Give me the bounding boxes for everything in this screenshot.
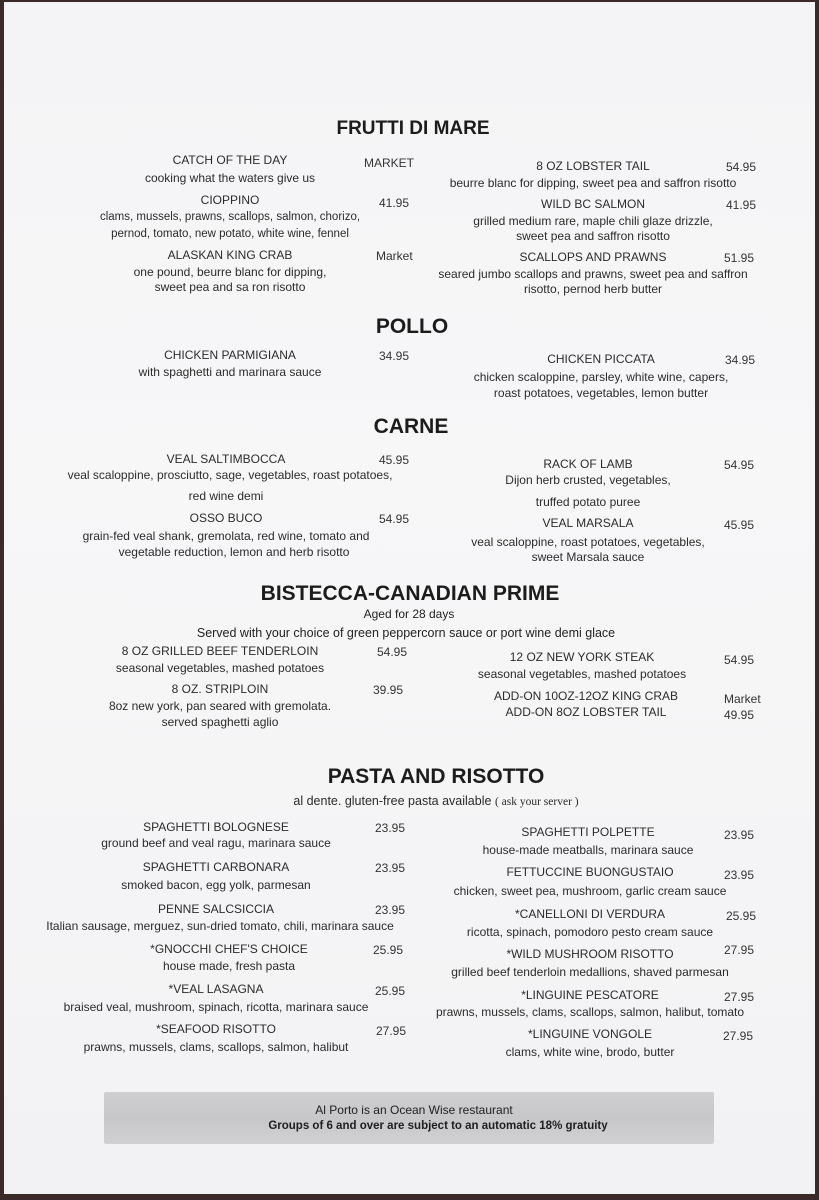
footer-ocean-wise: Al Porto is an Ocean Wise restaurant bbox=[315, 1103, 513, 1117]
item-name: CATCH OF THE DAY bbox=[172, 153, 288, 167]
item-desc: beurre blanc for dipping, sweet pea and saffron risotto bbox=[449, 176, 737, 190]
item-desc: risotto, pernod herb butter bbox=[523, 282, 663, 296]
item-desc: clams, white wine, brodo, butter bbox=[505, 1045, 675, 1059]
item-name: WILD BC SALMON bbox=[540, 197, 646, 211]
menu-page bbox=[4, 2, 815, 1194]
item-desc: veal scaloppine, prosciutto, sage, vegetables, roast potatoes, bbox=[67, 468, 393, 482]
item-desc: grilled medium rare, maple chili glaze drizzle, bbox=[473, 214, 713, 228]
item-price: 27.95 bbox=[724, 990, 755, 1004]
item-desc: house-made meatballs, marinara sauce bbox=[482, 843, 694, 857]
item-name: *WILD MUSHROOM RISOTTO bbox=[506, 947, 674, 961]
item-price: 54.95 bbox=[724, 458, 755, 472]
item-desc: grilled beef tenderloin medallions, shaved parmesan bbox=[451, 965, 729, 979]
item-desc: veal scaloppine, roast potatoes, vegetables, bbox=[471, 535, 705, 549]
item-name: *LINGUINE VONGOLE bbox=[527, 1027, 653, 1041]
item-price: 25.95 bbox=[726, 909, 757, 923]
item-name: CIOPPINO bbox=[200, 193, 260, 207]
item-price: 34.95 bbox=[379, 349, 410, 363]
item-name: 8 OZ LOBSTER TAIL bbox=[536, 159, 650, 173]
item-price: Market bbox=[724, 692, 761, 706]
item-desc: cooking what the waters give us bbox=[144, 171, 316, 185]
item-name: *SEAFOOD RISOTTO bbox=[156, 1022, 276, 1036]
item-price: 25.95 bbox=[375, 984, 406, 998]
item-price: 54.95 bbox=[377, 645, 408, 659]
item-name: CHICKEN PARMIGIANA bbox=[164, 348, 296, 362]
item-price: 45.95 bbox=[379, 453, 410, 467]
section-subtitle: Aged for 28 days bbox=[363, 607, 455, 621]
item-price: 49.95 bbox=[724, 708, 755, 722]
item-desc: sweet pea and sa ron risotto bbox=[154, 280, 306, 294]
section-title-pasta: PASTA AND RISOTTO bbox=[327, 765, 545, 788]
item-desc: sweet pea and saffron risotto bbox=[516, 229, 670, 243]
item-name: CHICKEN PICCATA bbox=[547, 352, 655, 366]
item-desc: pernod, tomato, new potato, white wine, fennel bbox=[111, 228, 349, 240]
item-desc: prawns, mussels, clams, scallops, salmon, halibut, tomato bbox=[435, 1005, 745, 1019]
item-desc: ricotta, spinach, pomodoro pesto cream sauce bbox=[466, 925, 714, 939]
item-name: VEAL MARSALA bbox=[542, 516, 634, 530]
item-price: 54.95 bbox=[726, 160, 757, 174]
item-price: 54.95 bbox=[379, 512, 410, 526]
item-name: *VEAL LASAGNA bbox=[168, 982, 264, 996]
item-price: 27.95 bbox=[376, 1024, 407, 1038]
item-desc: braised veal, mushroom, spinach, ricotta, marinara sauce bbox=[63, 1000, 369, 1014]
item-desc: red wine demi bbox=[188, 489, 264, 503]
item-name: ADD-ON 10OZ-12OZ KING CRAB bbox=[493, 689, 679, 703]
item-desc: served spaghetti aglio bbox=[161, 715, 279, 729]
section-title-bistecca: BISTECCA-CANADIAN PRIME bbox=[260, 582, 560, 605]
item-price: 23.95 bbox=[375, 861, 406, 875]
item-desc: truffed potato puree bbox=[535, 495, 641, 509]
item-price: Market bbox=[376, 249, 413, 263]
item-price: 41.95 bbox=[726, 198, 757, 212]
item-price: 25.95 bbox=[373, 943, 404, 957]
item-name: 12 OZ NEW YORK STEAK bbox=[509, 650, 655, 664]
item-name: *CANELLONI DI VERDURA bbox=[514, 907, 666, 921]
item-name: RACK OF LAMB bbox=[543, 457, 633, 471]
item-price: 39.95 bbox=[373, 683, 404, 697]
item-name: *LINGUINE PESCATORE bbox=[521, 988, 659, 1002]
item-name: *GNOCCHI CHEF'S CHOICE bbox=[150, 942, 308, 956]
section-subtitle: Served with your choice of green peppercorn sauce or port wine demi glace bbox=[196, 626, 616, 640]
item-desc: sweet Marsala sauce bbox=[531, 550, 645, 564]
item-desc: smoked bacon, egg yolk, parmesan bbox=[121, 878, 311, 892]
item-name: SPAGHETTI POLPETTE bbox=[521, 825, 655, 839]
item-name: 8 OZ GRILLED BEEF TENDERLOIN bbox=[121, 644, 319, 658]
section-subtitle bbox=[293, 794, 578, 808]
item-price: 54.95 bbox=[724, 653, 755, 667]
item-name: ALASKAN KING CRAB bbox=[167, 248, 293, 262]
ask-server-note: ( ask your server ) bbox=[494, 796, 579, 808]
item-name: SCALLOPS AND PRAWNS bbox=[519, 250, 667, 264]
item-desc: Dijon herb crusted, vegetables, bbox=[505, 473, 671, 487]
item-price: 23.95 bbox=[724, 868, 755, 882]
section-title-pollo: POLLO bbox=[375, 315, 449, 338]
item-desc: clams, mussels, prawns, scallops, salmon, chorizo, bbox=[99, 211, 361, 223]
section-title-frutti: FRUTTI DI MARE bbox=[336, 118, 490, 139]
item-desc: chicken scaloppine, parsley, white wine, capers, bbox=[473, 370, 729, 384]
item-name: ADD-ON 8OZ LOBSTER TAIL bbox=[505, 705, 667, 719]
item-desc: seasonal vegetables, mashed potatoes bbox=[477, 667, 687, 681]
item-price: MARKET bbox=[364, 156, 415, 170]
item-price: 23.95 bbox=[375, 821, 406, 835]
item-name: PENNE SALCSICCIA bbox=[157, 902, 275, 916]
item-name: OSSO BUCO bbox=[189, 511, 263, 525]
item-price: 27.95 bbox=[723, 1029, 754, 1043]
item-price: 41.95 bbox=[379, 196, 410, 210]
item-price: 34.95 bbox=[725, 353, 756, 367]
item-price: 23.95 bbox=[724, 828, 755, 842]
item-name: SPAGHETTI BOLOGNESE bbox=[143, 820, 289, 834]
item-name: SPAGHETTI CARBONARA bbox=[142, 860, 290, 874]
item-desc: seasonal vegetables, mashed potatoes bbox=[115, 661, 325, 675]
item-desc: Italian sausage, merguez, sun-dried tomato, chili, marinara sauce bbox=[46, 919, 394, 933]
item-desc: house made, fresh pasta bbox=[162, 959, 296, 973]
item-desc: with spaghetti and marinara sauce bbox=[138, 365, 322, 379]
item-price: 27.95 bbox=[724, 943, 755, 957]
item-desc: chicken, sweet pea, mushroom, garlic cream sauce bbox=[453, 884, 727, 898]
item-desc: grain-fed veal shank, gremolata, red wine, tomato and bbox=[82, 529, 370, 543]
section-title-carne: CARNE bbox=[373, 415, 449, 438]
gluten-free-note: al dente. gluten-free pasta available bbox=[293, 794, 492, 808]
item-desc: vegetable reduction, lemon and herb risotto bbox=[118, 545, 350, 559]
footer-gratuity-note: Groups of 6 and over are subject to an automatic 18% gratuity bbox=[268, 1120, 608, 1132]
item-name: FETTUCCINE BUONGUSTAIO bbox=[506, 865, 674, 879]
item-name: VEAL SALTIMBOCCA bbox=[166, 452, 286, 466]
item-price: 23.95 bbox=[375, 903, 406, 917]
item-desc: roast potatoes, vegetables, lemon butter bbox=[493, 386, 709, 400]
item-desc: one pound, beurre blanc for dipping, bbox=[133, 265, 327, 279]
item-name: 8 OZ. STRIPLOIN bbox=[171, 682, 269, 696]
item-price: 51.95 bbox=[724, 251, 755, 265]
item-desc: seared jumbo scallops and prawns, sweet pea and saffron bbox=[438, 267, 748, 281]
item-desc: prawns, mussels, clams, scallops, salmon, halibut bbox=[83, 1040, 349, 1054]
item-desc: ground beef and veal ragu, marinara sauce bbox=[101, 836, 331, 850]
item-price: 45.95 bbox=[724, 518, 755, 532]
item-desc: 8oz new york, pan seared with gremolata. bbox=[108, 699, 332, 713]
